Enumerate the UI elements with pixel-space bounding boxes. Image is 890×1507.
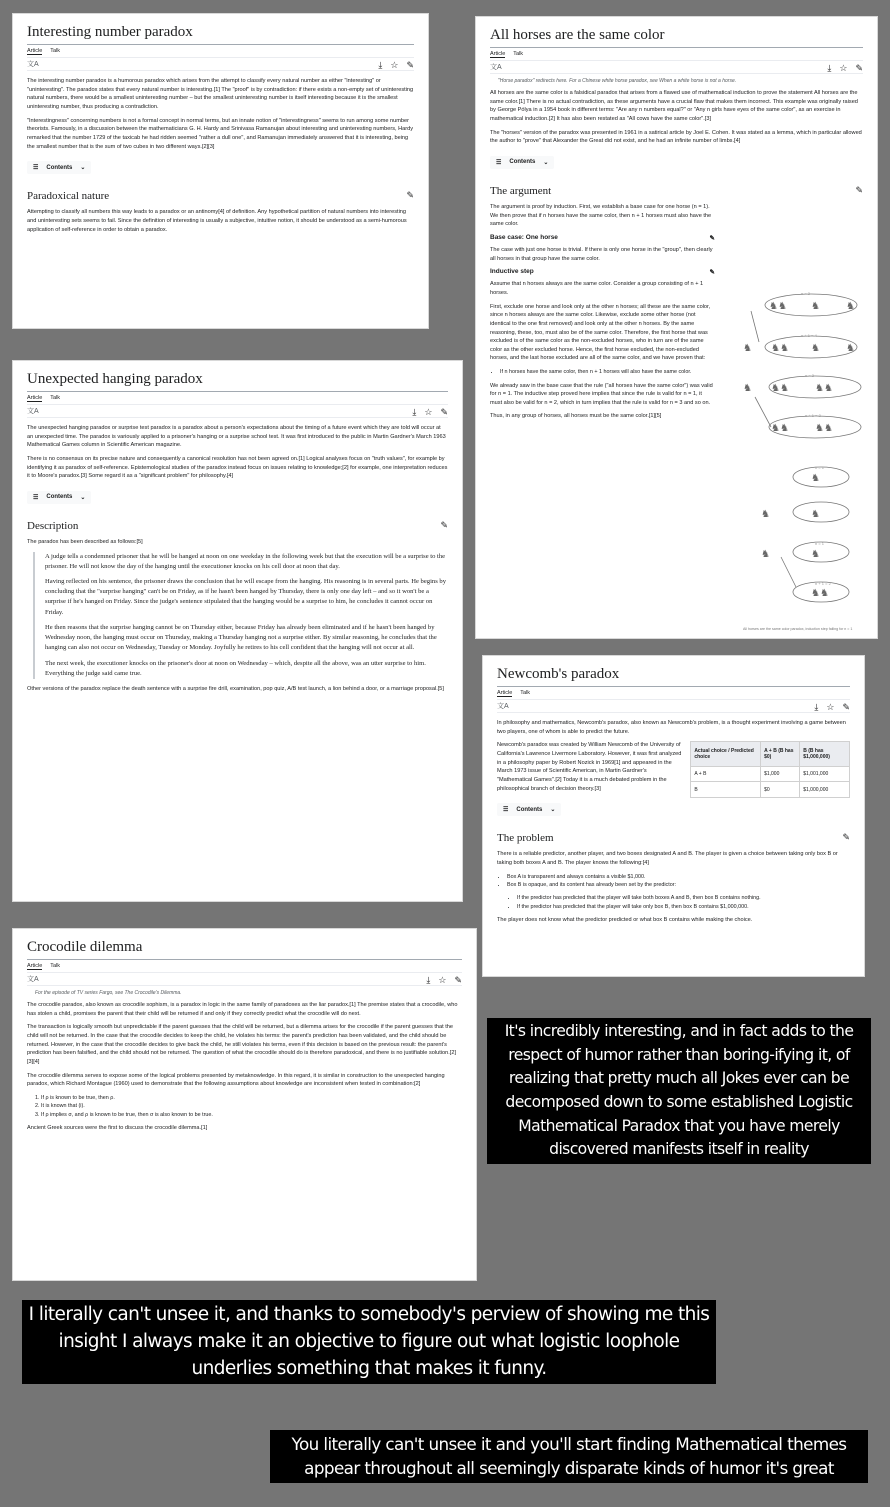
tab-talk[interactable]: Talk [50,963,61,969]
paragraph: The player does not know what the predictor predicted or what box B contains while making the choice. [497,917,753,924]
svg-text:♞♞: ♞♞ [815,423,833,434]
article-interesting-number [13,14,428,328]
contents-label: Contents [509,159,536,166]
paragraph: Newcomb's paradox was created by William Newcomb of the University of California's Lawrence Livermore Laboratory. However, it was first analyzed in a philosophy paper by Robert Nozick in 1969[1] and appeared in the March 1973 issue of Scientific American, in Martin Gardner's "Mathematical Games".[2] Today it is a much debated problem in the philosophical branch of decision theory.[3] [497,742,682,792]
quote-paragraph: Having reflected on his sentence, the prisoner draws the conclusion that he will escape from the hanging. His reasoning is in several parts. He begins by concluding that the "surprise hanging" can't be on Friday, as if he hasn't been hanged by Thursday, there is only one day left – and so it won't be a surprise if he's hanged on Friday. Since the judge's sentence stipulated that the hanging would be a surprise to him, he concludes it cannot occur on Friday. [45,578,447,616]
article-newcombs-paradox [483,656,864,976]
contents-button[interactable] [27,491,91,504]
paragraph: The interesting number paradox is a humorous paradox which arises from the attempt to classify every natural number as either "interesting" or "uninteresting". The paradox states that every natural number is interesting.[1] The "proof" is by contradiction: if there exists a non-empty set of uninteresting natural numbers, there would be a smallest uninteresting number – but the smallest uninteresting number is itself interesting because it is the smallest uninteresting number, thus producing a contradiction. [27,78,414,110]
svg-text:♞♞: ♞♞ [811,588,829,599]
list-icon: ☰ [33,165,39,172]
tab-talk[interactable]: Talk [50,395,61,401]
chevron-down-icon: ⌄ [550,807,556,814]
edit-icon[interactable]: ✎ [855,63,863,73]
tab-article[interactable]: Article [27,963,43,969]
download-icon[interactable]: ⤓ [814,702,819,712]
svg-text:♞♞: ♞♞ [771,423,789,434]
section-title: The problem [497,832,554,845]
list-icon: ☰ [33,494,39,501]
tabs [27,395,448,402]
table-cell: Actual choice / Predicted choice [691,742,761,766]
paragraph: Thus, in any group of horses, all horses must be the same color.[1][5] [490,413,662,420]
tabs [27,48,414,55]
section-heading[interactable] [497,832,850,844]
table-cell: A + B (B has $0) [761,742,800,766]
paragraph: Other versions of the paradox replace the death sentence with a surprise fire drill, examination, pop quiz, A/B test launch, a lion behind a door, or a marriage proposal.[5] [27,686,444,692]
svg-text:♞: ♞ [811,473,820,484]
svg-text:♞: ♞ [743,343,752,354]
section-title: The argument [490,184,552,197]
list-item: • Box A is transparent and always contains a visible $1,000. [507,873,850,881]
paragraph: The unexpected hanging paradox or surprise test paradox is a paradox about a person's expectations about the timing of a future event which they are told will occur at an unexpected time. The paradox is variously applied to a prisoner's hanging or a surprise school test. It was first introduced to the public in Martin Gardner's March 1963 Mathematical Games column in Scientific American magazine. [27,425,446,449]
list-item: • If n horses have the same color, then n + 1 horses will also have the same color. [500,368,715,376]
diagram-label: n = 1 [815,541,825,546]
edit-icon[interactable]: ✎ [454,975,462,985]
tab-talk[interactable]: Talk [513,51,524,57]
language-icon[interactable]: 文A [27,61,39,68]
chevron-down-icon: ⌄ [80,494,86,501]
section-heading[interactable] [27,190,414,202]
diagram-caption: All horses are the same color paradox, induction step failing for n = 1 [743,627,853,631]
table-cell: $1,000,000 [800,782,850,798]
paragraph: "Interestingness" concerning numbers is not a formal concept in normal terms, but an innate notion of "interestingness" seems to run among some number theorists. Famously, in a discussion between the mathematicians G. H. Hardy and Srinivasa Ramanujan about interesting and uninteresting numbers, Hardy remarked that the number 1729 of the taxicab he had ridden seemed "rather a dull one", and Ramanujan immediately answered that it is interesting, being the smallest number that is the sum of two cubes in two different ways.[2][3] [27,117,414,150]
quote-paragraph: The next week, the executioner knocks on the prisoner's door at noon on Wednesday – which, despite all the above, was an utter surprise to him. Everything the judge said came true. [45,659,426,677]
list-item: • If the predictor has predicted that the player will take only box B, then box B contains $1,000,000. [517,903,850,911]
edit-icon[interactable]: ✎ [440,519,448,530]
page-title: Crocodile dilemma [27,939,462,960]
svg-text:♞♞: ♞♞ [769,301,787,312]
edit-icon[interactable]: ✎ [406,60,414,70]
edit-icon[interactable]: ✎ [406,190,414,201]
download-icon[interactable]: ⤓ [412,407,417,417]
paragraph: The argument is proof by induction. First, we establish a base case for one horse (n = 1). We then prove that if n horses have the same color, then n + 1 horses must also have the same color. [490,203,712,228]
star-icon[interactable]: ☆ [839,63,848,73]
paragraph: The transaction is logically smooth but unpredictable if the parent guesses that the child will be returned, but a dilemma arises for the crocodile if the parent guesses that the child will not be returned. In the case that the crocodile decides to keep the child, he violates his terms: the parent's prediction has been validated, and the child should be returned. However, in the case that the crocodile decides to give back the child, he still violates his terms, even if this decision is based on the previous result: the parent's prediction has been falsified, and the child should not be returned. The question of what the crocodile should do is therefore paradoxical, and there is no justifiable solution.[2][3][4] [27,1024,457,1065]
paragraph: The crocodile paradox, also known as crocodile sophism, is a paradox in logic in the same family of paradoxes as the liar paradox.[1] The premise states that a crocodile, who has stolen a child, promises the parent that their child will be returned if and only if they correctly predict what the crocodile will do next. [27,1002,458,1017]
list-item: 2. It is known that (i). [41,1102,462,1110]
star-icon[interactable]: ☆ [390,60,399,70]
page-title: Unexpected hanging paradox [27,371,448,392]
language-icon[interactable]: 文A [27,408,39,415]
section-heading[interactable] [27,520,448,532]
diagram-label: n = 3 [801,291,811,296]
edit-icon[interactable]: ✎ [842,832,850,843]
paragraph: We already saw in the base case that the rule ("all horses have the same color") was valid for n = 1. The inductive step proved here implies that since the rule is valid for n = 1, it must also be valid for n = 2, which in turn implies that the rule is valid for n = 3 and so on. [490,382,713,406]
list-icon: ☰ [496,159,502,166]
quote-paragraph: He then reasons that the surprise hanging cannot be on Thursday either, because Friday has already been eliminated and if he hasn't been hanged by Wednesday noon, the hanging must occur on Thursday, making a Thursday hanging not a surprise either. By similar reasoning, he concludes that the hanging can also not occur on Wednesday, Tuesday or Monday. Joyfully he retires to his cell confident that the hanging will not occur at all. [45,623,437,652]
paragraph: The "horses" version of the paradox was presented in 1961 in a satirical article by Joel E. Cohen. It was stated as a lemma, which in particular allowed the author to "prove" that Alexander the Great did not exist, and he had an infinite number of limbs.[4] [490,129,862,145]
tabs [490,51,863,58]
edit-icon[interactable]: ✎ [709,269,715,277]
diagram-label: n = 3 [805,373,815,378]
svg-text:♞: ♞ [811,301,820,312]
hatnote: "Horse paradox" redirects here. For a Chinese white horse paradox, see When a white horse is not a horse. [498,78,737,84]
quote-paragraph: A judge tells a condemned prisoner that he will be hanged at noon on one weekday in the following week but that the execution will be a surprise to the prisoner. He will not know the day of the hanging until the executioner knocks on his cell door at noon that day. [45,552,446,570]
tab-talk[interactable]: Talk [520,690,531,696]
edit-icon[interactable]: ✎ [842,702,850,712]
tab-article[interactable]: Article [27,395,43,401]
paragraph: There is no consensus on its precise nature and consequently a canonical resolution has not been agreed on.[1] Logical analyses focus on "truth values", for example by identifying it as paradox of self-reference. Epistemological studies of the paradox instead focus on issues relating to knowledge;[2] for example, one interpretation reduces it to Moore's paradox.[3] Some regard it as a "significant problem" for philosophy.[4] [27,455,448,480]
tab-talk[interactable]: Talk [50,48,61,54]
paragraph: Assume that n horses always are the same color. Consider a group consisting of n + 1 horses. [490,281,704,296]
article-unexpected-hanging [13,361,462,901]
page-title: Interesting number paradox [27,24,414,45]
download-icon[interactable]: ⤓ [827,63,832,73]
subsection-title: Inductive step [490,268,534,276]
contents-button[interactable] [490,156,554,169]
star-icon[interactable]: ☆ [438,975,447,985]
table-cell: $1,001,000 [800,766,850,782]
table-cell: $0 [761,782,800,798]
toolbar [27,57,414,71]
list-item: • If the predictor has predicted that the player will take both boxes A and B, then box B contains nothing. [517,894,850,902]
language-icon[interactable]: 文A [497,703,509,710]
list-item: • Box B is opaque, and its content has already been set by the predictor: [507,881,850,889]
paragraph: The case with just one horse is trivial. If there is only one horse in the "group", then clearly all horses in that group have the same color. [490,246,713,262]
paragraph: All horses are the same color is a falsidical paradox that arises from a flawed use of mathematical induction to prove the statement All horses are the same color.[1] There is no actual contradiction, as these arguments have a crucial flaw that makes them incorrect. This example was originally raised by George Pólya in a 1954 book in different terms: "Are any n numbers equal?" or "Any n girls have eyes of the same color", as an exercise in mathematical induction.[2] It has also been restated as "All cows have the same color".[3] [490,90,858,122]
paragraph: First, exclude one horse and look only at the other n horses; all these are the same color, since n horses always are the same color. Likewise, exclude some other horse (not identical to the one first removed) and look only at the other n horses. By the same reasoning, these, too, must also be of the same color. Therefore, the first horse that was excluded is of the same color as the non-excluded horses, who in turn are of the same color as the other excluded horse. Hence, the first horse excluded, the non-excluded horses, and the last horse excluded are all of the same color, and we have proven that: [490,303,711,362]
table-cell: B (B has $1,000,000) [800,742,850,766]
subsection-heading [490,234,715,242]
chevron-down-icon: ⌄ [80,165,86,172]
svg-text:♞: ♞ [846,343,855,354]
edit-icon[interactable]: ✎ [855,184,863,195]
svg-text:♞♞: ♞♞ [771,343,789,354]
payoff-table [690,741,850,798]
svg-text:♞♞: ♞♞ [771,383,789,394]
tab-article[interactable]: Article [27,48,43,54]
section-title: Description [27,519,79,532]
page-title: Newcomb's paradox [497,666,850,687]
contents-label: Contents [46,494,73,501]
language-icon[interactable]: 文A [27,976,39,983]
svg-text:♞: ♞ [743,383,752,394]
page-title: All horses are the same color [490,27,863,48]
contents-button[interactable] [27,161,91,174]
diagram-label: n + 1 = 4 [801,333,817,338]
paragraph: Ancient Greek sources were the first to discuss the crocodile dilemma.[1] [27,1125,208,1132]
list-item: 1. If ρ is known to be true, then ρ. [41,1094,462,1102]
table-cell: $1,000 [761,766,800,782]
contents-label: Contents [516,806,543,813]
tab-article[interactable]: Article [490,51,506,57]
contents-button[interactable] [497,803,561,816]
toolbar [27,404,448,418]
subsection-heading [490,268,715,276]
tab-article[interactable]: Article [497,690,513,696]
toolbar [490,60,863,74]
star-icon[interactable]: ☆ [826,702,835,712]
contents-label: Contents [46,164,73,171]
download-icon[interactable]: ⤓ [426,975,431,985]
svg-text:♞: ♞ [761,509,770,520]
table-cell: B [691,782,761,798]
section-heading[interactable] [490,185,863,197]
svg-text:♞: ♞ [811,343,820,354]
list-icon: ☰ [503,807,509,814]
blockquote [33,552,448,679]
subsection-title: Base case: One horse [490,233,558,241]
hatnote: For the episode of TV series Fargo, see The Crocodile's Dilemma. [35,990,182,996]
article-crocodile-dilemma [13,929,476,1280]
svg-text:♞: ♞ [811,549,820,560]
svg-text:♞: ♞ [811,509,820,520]
chevron-down-icon: ⌄ [543,159,549,166]
diagram-label: n + 1 = 2 [815,581,831,586]
diagram-label: n + 1 = 2 [805,413,821,418]
download-icon[interactable]: ⤓ [378,60,383,70]
paragraph: There is a reliable predictor, another player, and two boxes designated A and B. The player is given a choice between taking only box B or taking both boxes A and B. The player knows the following:[4] [497,851,838,866]
list-item: 3. If ρ implies σ, and ρ is known to be true, then σ is also known to be true. [41,1111,462,1119]
language-icon[interactable]: 文A [490,64,502,71]
toolbar [497,699,850,713]
article-horses-same-color [476,17,877,638]
star-icon[interactable]: ☆ [424,407,433,417]
story-caption-3: You literally can't unsee it and you'll start finding Mathematical themes appear throughout all seemingly disparate kinds of humor it's great [270,1430,868,1483]
table-cell: A + B [691,766,761,782]
paragraph: The paradox has been described as follows:[5] [27,538,143,545]
section-title: Paradoxical nature [27,190,110,203]
diagram-label: n = 1 [815,465,825,470]
tabs [27,963,462,970]
story-caption-2: I literally can't unsee it, and thanks to somebody's perview of showing me this insight I always make it an objective to figure out what logistic loophole underlies something that makes it funny. [22,1300,716,1384]
tabs [497,690,850,697]
induction-diagram [741,287,869,637]
svg-text:♞: ♞ [761,549,770,560]
story-caption-1: It's incredibly interesting, and in fact adds to the respect of humor rather than boring-ifying it, of realizing that pretty much all Jokes ever can be decomposed down to some established Logistic Mathematical Paradox that you have merely discovered manifests itself in reality [487,1018,871,1164]
edit-icon[interactable]: ✎ [709,234,715,242]
paragraph: The crocodile dilemma serves to expose some of the logical problems presented by metaknowledge. In this regard, it is similar in construction to the unexpected hanging paradox, which Richard Montague (1960) used to demonstrate that the following assumptions about knowledge are inconsistent when tested in combination:[2] [27,1072,445,1088]
toolbar [27,972,462,986]
svg-text:♞: ♞ [846,301,855,312]
paragraph: In philosophy and mathematics, Newcomb's paradox, also known as Newcomb's problem, is a thought experiment involving a game between two players, one of whom is able to predict the future. [497,720,846,735]
svg-text:♞♞: ♞♞ [815,383,833,394]
edit-icon[interactable]: ✎ [440,407,448,417]
paragraph: Attempting to classify all numbers this way leads to a paradox or an antinomy[4] of definition. Any hypothetical partition of natural numbers into interesting and uninteresting sets seems to fail. Since the definition of interesting is usually a subjective, intuitive notion, it should be understood as a semi-humorous application of self-reference in order to obtain a paradox. [27,209,407,233]
